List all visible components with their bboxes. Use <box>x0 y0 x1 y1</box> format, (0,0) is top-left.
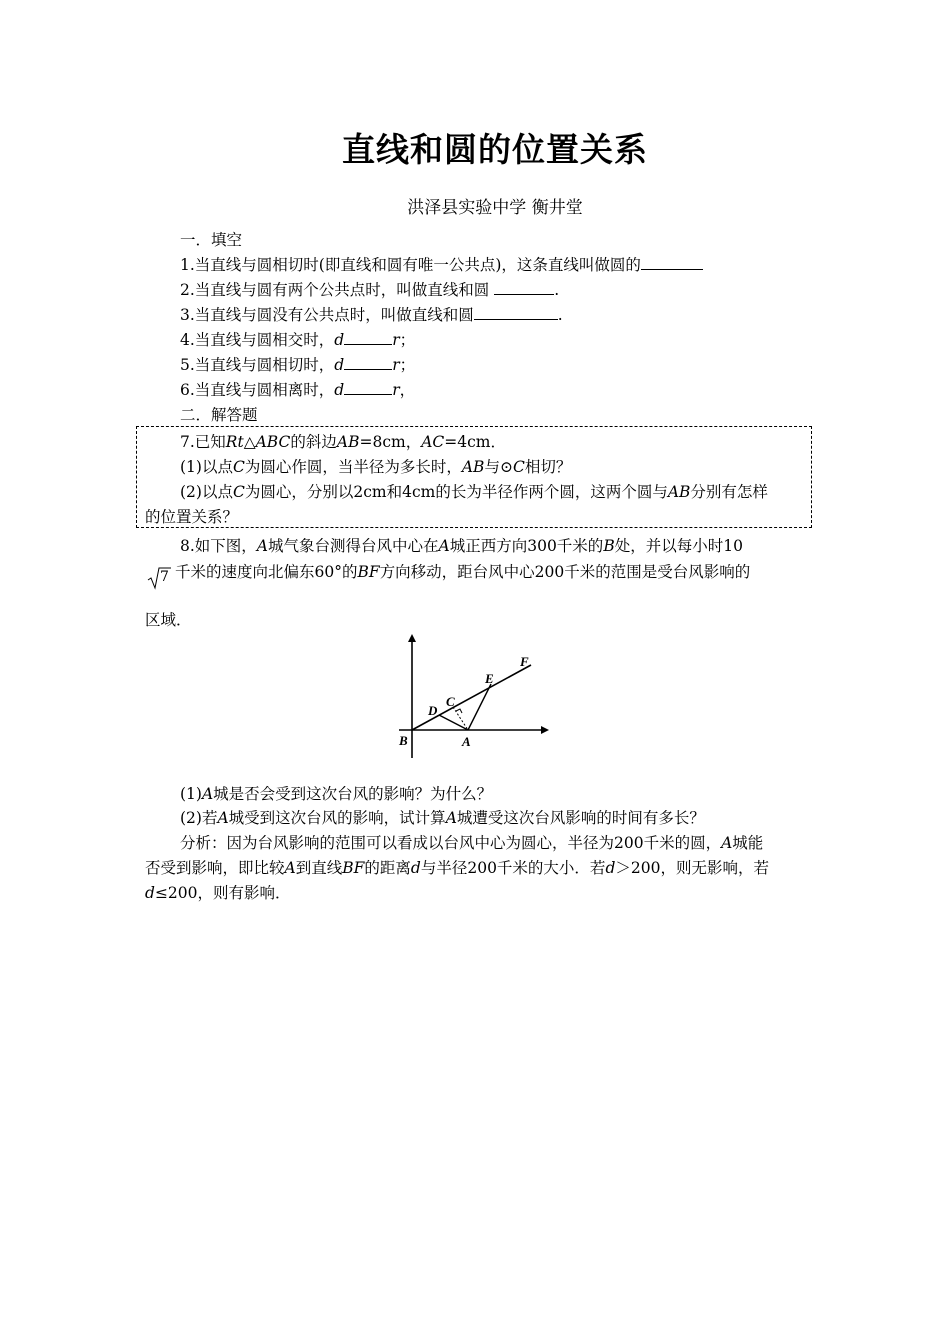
document-page: 直线和圆的位置关系 洪泽县实验中学 衡井堂 一．填空 1.当直线与圆相切时(即直线和圆有唯一公共点)，这条直线叫做圆的 2.当直线与圆有两个公共点时，叫做直线和圆 . 3.当直线与圆没有公共点时，叫做直线和圆 . 4.当直线与圆相交时，d r； 5.当直线与圆相切时，d r； 6.当直线与圆相离时，d r， 二．解答题 7.已知Rt△ABC的斜边AB=8cm，AC=4cm． (1)以点C为圆心作圆，当半径为多长时，AB与⊙C相切？ (2)以点C为圆心，分别以2cm和4cm的长为半径作两个圆，这两个圆与AB分别有怎样 的位置关系？ 8.如下图，A城气象台测得台风中心在A城正西方向300千米的B处，并以每小时10 7 千米的速度向北偏东60°的BF方向移动，距台风中心200千米的范围是受台风影响的 区域． F E C D B A (1)A城是否会受到这次台风的影响？为什么？ (2)若A城受到这次台风的影响，试计算A城遭受这次台风影响的时间有多长？ 分析：因为台风影响的范围可以看成以台风中心为圆心，半径为200千米的圆，A城能 否受到影响，即比较A到直线BF的距离d与半径200千米的大小．若d＞200，则无影响，若 d≤200，则有影响． <box>0 0 950 1344</box>
question-8-cont: 千米的速度向北偏东60°的BF方向移动，距台风中心200千米的范围是受台风影响的 <box>175 563 751 581</box>
page-title: 直线和圆的位置关系 <box>342 130 648 169</box>
answer-blank <box>494 280 554 295</box>
question-8-part-2: (2)若A城受到这次台风的影响，试计算A城遭受这次台风影响的时间有多长？ <box>180 809 705 827</box>
answer-blank <box>344 330 392 345</box>
question-3: 3.当直线与圆没有公共点时，叫做直线和圆 . <box>180 306 563 324</box>
label-a: A <box>462 734 471 749</box>
question-6: 6.当直线与圆相离时，d r， <box>180 381 416 399</box>
question-8-cont-2: 区域． <box>145 611 192 629</box>
label-f: F <box>520 654 529 669</box>
analysis-line-3: d≤200，则有影响． <box>145 884 291 902</box>
question-7-part-2-cont: 的位置关系？ <box>145 508 239 526</box>
question-2: 2.当直线与圆有两个公共点时，叫做直线和圆 . <box>180 281 560 299</box>
question-1: 1.当直线与圆相切时(即直线和圆有唯一公共点)，这条直线叫做圆的 <box>180 255 703 275</box>
segment-da <box>439 715 468 730</box>
question-7: 7.已知Rt△ABC的斜边AB=8cm，AC=4cm． <box>180 433 506 451</box>
label-d: D <box>428 703 438 718</box>
question-7-part-1: (1)以点C为圆心作圆，当半径为多长时，AB与⊙C相切？ <box>180 458 572 476</box>
question-7-part-2: (2)以点C为圆心，分别以2cm和4cm的长为半径作两个圆，这两个圆与AB分别有怎样 <box>180 483 768 501</box>
question-8: 8.如下图，A城气象台测得台风中心在A城正西方向300千米的B处，并以每小时10 <box>180 537 743 555</box>
section2-heading: 二．解答题 <box>180 406 258 424</box>
section1-heading: 一．填空 <box>180 231 243 249</box>
answer-blank <box>344 380 392 395</box>
answer-blank <box>641 255 703 270</box>
typhoon-diagram <box>395 630 555 760</box>
analysis-line-2: 否受到影响，即比较A到直线BF的距离d与半径200千米的大小．若d＞200，则无影响，若 <box>145 859 769 877</box>
label-c: C <box>446 694 455 709</box>
line-bf <box>412 665 531 730</box>
analysis-line-1: 分析：因为台风影响的范围可以看成以台风中心为圆心，半径为200千米的圆，A城能 <box>180 834 764 852</box>
question-5: 5.当直线与圆相切时，d r； <box>180 356 416 374</box>
question-8-part-1: (1)A城是否会受到这次台风的影响？为什么？ <box>180 785 493 803</box>
segment-ae <box>468 684 491 730</box>
author-line: 洪泽县实验中学 衡井堂 <box>407 198 583 218</box>
answer-blank <box>474 305 558 320</box>
answer-blank <box>344 355 392 370</box>
label-e: E <box>485 671 494 686</box>
label-b: B <box>399 733 408 748</box>
right-angle-mark <box>456 709 462 713</box>
question-4: 4.当直线与圆相交时，d r； <box>180 331 416 349</box>
